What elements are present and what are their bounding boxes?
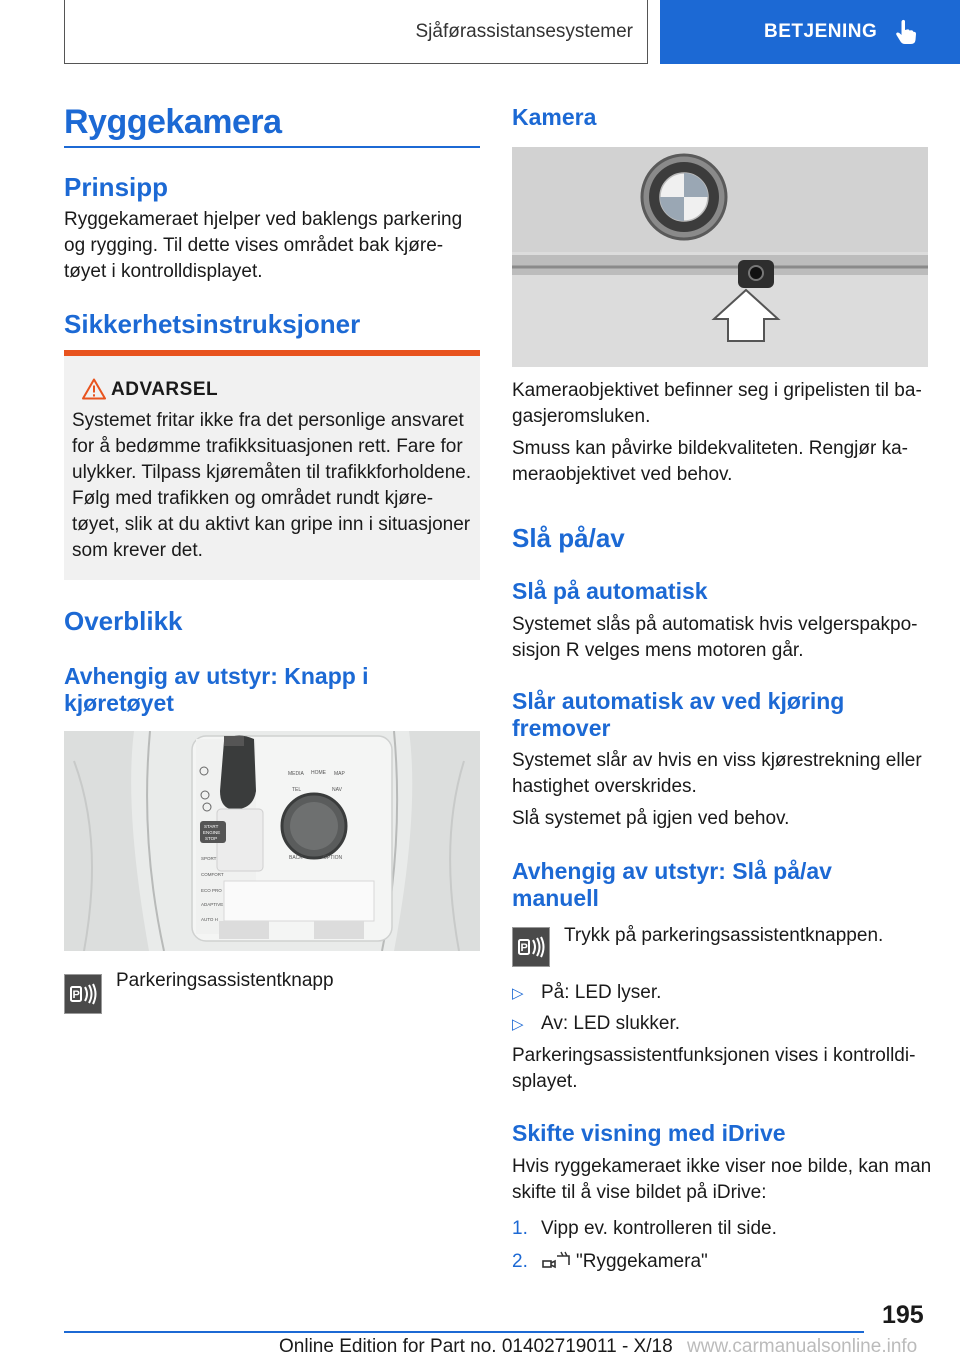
camera-dirt-text	[512, 436, 932, 488]
parking-assist-icon	[68, 983, 98, 1005]
auto-off-line: Systemet slår av hvis en viss kjørestrekning eller	[512, 750, 922, 771]
svg-text:P: P	[520, 942, 528, 954]
warning-line: for å bedømme trafikksituasjonen rett. Fare for	[72, 436, 463, 457]
idrive-heading: Skifte visning med iDrive	[512, 1120, 786, 1146]
auto-off-heading-line: Slår automatisk av ved kjøring	[512, 688, 845, 714]
console-label-tel: TEL	[292, 787, 302, 793]
auto-on-line: sisjon R velges mens motoren går.	[512, 640, 804, 661]
camera-line: Kameraobjektivet befinner seg i gripelisten til ba-	[512, 380, 922, 401]
warning-line: tøyet, slik at du aktivt kan gripe inn i situasjoner	[72, 514, 471, 535]
warning-box	[64, 356, 480, 580]
idrive-steps	[512, 1216, 932, 1282]
bullet-text: På: LED lyser.	[541, 982, 662, 1003]
camera-line: gasjeromsluken.	[512, 406, 651, 427]
title-rule	[64, 146, 480, 148]
console-label-eco-pro: ECO PRO	[201, 888, 222, 893]
footer-rule	[64, 1331, 864, 1333]
function-line: Parkeringsassistentfunksjonen vises i kontrolldi-	[512, 1045, 916, 1066]
dirt-line: Smuss kan påvirke bildekvaliteten. Rengjør ka-	[512, 438, 909, 459]
idrive-text	[512, 1154, 932, 1206]
list-item	[512, 1216, 932, 1249]
auto-off-text	[512, 748, 932, 800]
equipment-heading	[64, 663, 369, 717]
list-item	[512, 980, 932, 1011]
auto-off-heading	[512, 688, 844, 742]
page-title: Ryggekamera	[64, 103, 282, 141]
equipment-heading-line: kjøretøyet	[64, 690, 174, 716]
console-label-option: OPTION	[323, 855, 343, 861]
bullet-text: Av: LED slukker.	[541, 1013, 681, 1034]
press-button-text: Trykk på parkeringsassistentknappen.	[564, 925, 884, 946]
prinsipp-line: Ryggekameraet hjelper ved baklengs parkering	[64, 209, 463, 230]
watermark: www.carmanualsonline.info	[687, 1336, 918, 1357]
manual-heading-line: manuell	[512, 885, 599, 911]
step-number: 1.	[512, 1218, 528, 1239]
parking-assist-icon	[516, 936, 546, 958]
pointing-hand-icon	[895, 19, 917, 45]
camera-heading: Kamera	[512, 104, 597, 130]
dirt-line: meraobjektivet ved behov.	[512, 464, 733, 485]
function-text	[512, 1043, 932, 1095]
auto-on-line: Systemet slås på automatisk hvis velgerspakpo-	[512, 614, 918, 635]
prinsipp-line: og rygging. Til dette vises området bak kjøre-	[64, 235, 444, 256]
parking-assist-button[interactable]	[64, 974, 102, 1014]
warning-line: som krever det.	[72, 540, 203, 561]
console-label-adaptive: ADAPTIVE	[201, 902, 224, 907]
console-label-home: HOME	[311, 770, 326, 776]
step-text: "Ryggekamera"	[576, 1251, 708, 1272]
page-number: 195	[882, 1301, 924, 1329]
auto-on-text	[512, 612, 932, 664]
console-label-nav: NAV	[332, 787, 342, 793]
step-text: Vipp ev. kontrolleren til side.	[541, 1218, 777, 1239]
warning-triangle-icon	[82, 378, 106, 400]
button-caption: Parkeringsassistentknapp	[116, 970, 334, 991]
console-label-map: MAP	[334, 771, 345, 777]
header-chapter-tab[interactable]	[660, 0, 960, 64]
warning-label: ADVARSEL	[111, 379, 219, 400]
function-line: splayet.	[512, 1071, 578, 1092]
center-console-image	[64, 731, 480, 951]
parking-assist-button-inline[interactable]	[512, 927, 550, 967]
rear-camera-image	[512, 147, 928, 367]
warning-line: Systemet fritar ikke fra det personlige ansvaret	[72, 410, 464, 431]
console-label-stop: STOP	[205, 836, 218, 841]
header-chapter-title: BETJENING	[764, 21, 878, 42]
step-number: 2.	[512, 1251, 528, 1272]
idrive-line: skifte til å vise bildet på iDrive:	[512, 1182, 767, 1203]
warning-line: ulykker. Tilpass kjøremåten til trafikkforholdene.	[72, 462, 472, 483]
console-label-auto-h: AUTO H	[201, 917, 218, 922]
safety-heading: Sikkerhetsinstruksjoner	[64, 309, 361, 339]
overview-heading: Overblikk	[64, 606, 183, 636]
onoff-heading: Slå på/av	[512, 523, 625, 553]
idrive-line: Hvis ryggekameraet ikke viser noe bilde, kan man	[512, 1156, 932, 1177]
list-item	[512, 1249, 932, 1282]
auto-on-heading: Slå på automatisk	[512, 578, 708, 604]
manual-heading	[512, 858, 832, 912]
console-label-sport: SPORT	[201, 856, 217, 861]
led-bullet-list	[512, 980, 932, 1042]
reenable-text: Slå systemet på igjen ved behov.	[512, 808, 790, 829]
header-section-title: Sjåførassistansesystemer	[415, 20, 633, 42]
warning-text	[72, 408, 480, 564]
prinsipp-text	[64, 207, 484, 285]
console-label-start: START	[204, 824, 219, 829]
camera-location-text	[512, 378, 932, 430]
prinsipp-heading: Prinsipp	[64, 172, 169, 202]
equipment-heading-line: Avhengig av utstyr: Knapp i	[64, 663, 369, 689]
console-label-media: MEDIA	[288, 771, 304, 777]
manual-heading-line: Avhengig av utstyr: Slå på/av	[512, 858, 832, 884]
console-label-back: BACK	[289, 855, 303, 861]
triangle-bullet-icon: ▷	[512, 1016, 524, 1033]
header-section-box	[64, 0, 648, 64]
list-item	[512, 1011, 932, 1042]
edition-text: Online Edition for Part no. 01402719011 - X/18	[279, 1336, 673, 1357]
warning-line: Følg med trafikken og området rundt kjøre-	[72, 488, 434, 509]
auto-off-line: hastighet overskrides.	[512, 776, 697, 797]
auto-off-heading-line: fremover	[512, 715, 611, 741]
console-label-comfort: COMFORT	[201, 872, 224, 877]
svg-text:P: P	[72, 989, 80, 1001]
rear-camera-icon	[541, 1250, 571, 1272]
triangle-bullet-icon: ▷	[512, 985, 524, 1002]
console-label-engine: ENGINE	[203, 830, 221, 835]
prinsipp-line: tøyet i kontrolldisplayet.	[64, 261, 263, 282]
